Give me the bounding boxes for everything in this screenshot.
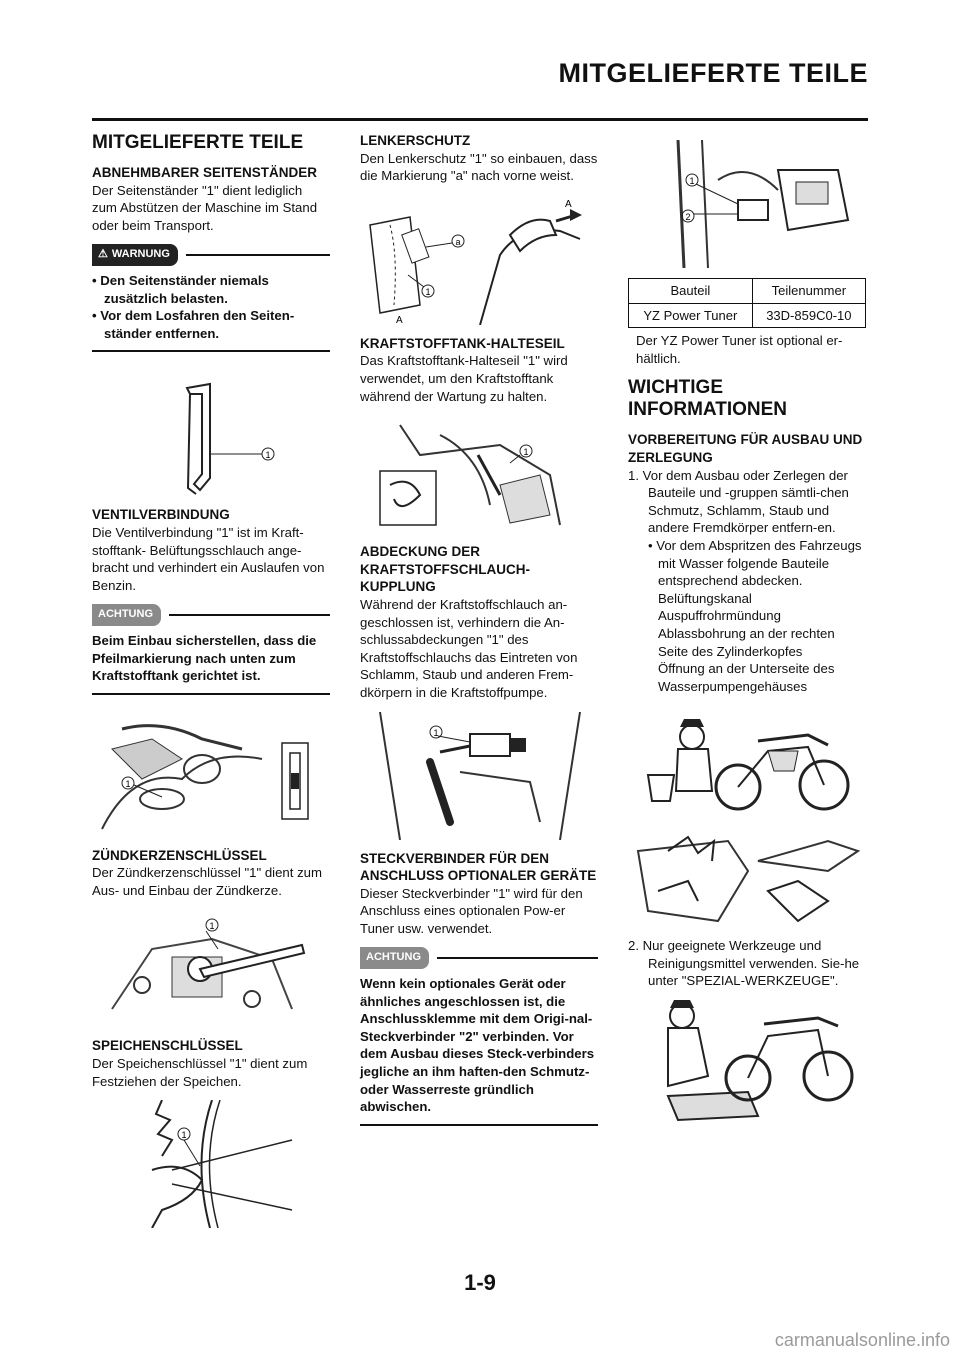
connector-heading: STECKVERBINDER FÜR DEN ANSCHLUSS OPTIONALER GERÄTE [360, 850, 597, 884]
spoke-wrench-text: Der Speichenschlüssel "1" dient zum Festziehen der Speichen. [92, 1056, 308, 1089]
badge-line [186, 254, 330, 256]
warning-item: • Den Seitenständer niemals zusätzlich belasten. [92, 272, 269, 306]
badge-line [437, 957, 598, 959]
tank-band-illustration [360, 415, 598, 533]
caution-text: Beim Einbau sicherstellen, dass die Pfeilmarkierung nach unten zum Kraftstofftank gerichtet ist. [92, 632, 317, 684]
tank-band-heading: KRAFTSTOFFTANK-HALTESEIL [360, 335, 565, 351]
header-rule [92, 118, 868, 121]
callout-1: 1 [181, 1130, 187, 1141]
cover-items [628, 590, 866, 696]
callout-1: 1 [689, 176, 695, 186]
spark-plug-wrench-illustration [92, 909, 330, 1027]
page-number: 1-9 [464, 1270, 496, 1295]
table-header: Teilenummer [752, 279, 865, 304]
hose-cover-illustration [360, 712, 598, 840]
page-header-title: MITGELIEFERTE TEILE [558, 58, 868, 88]
step-1: 1. Vor dem Ausbau oder Zerlegen der Bauteile und -gruppen sämtli-chen Schmutz, Schlamm, Staub und andere Fremdkörper entfern-en. [628, 467, 849, 536]
warning-item: • Vor dem Losfahren den Seiten-ständer entfernen. [92, 308, 295, 341]
callout-a: a [455, 236, 461, 247]
caution-text: Wenn kein optionales Gerät oder ähnliches angeschlossen ist, die Anschlussklemme mit dem Origi-nal-Steckverbinder "2" verbinden. Vor dem Ausbau dieses Steck-verbinders jegliche an ihm haften-den Schmutz- oder Wasserreste gründlich abwischen. [360, 976, 595, 1115]
covering-parts-illustration [628, 831, 866, 927]
table-cell: 33D-859C0-10 [752, 303, 865, 328]
callout-1: 1 [425, 286, 431, 297]
connector-text: Dieser Steckverbinder "1" wird für den Anschluss eines optionalen Pow-er Tuner usw. verwendet. [360, 885, 583, 936]
valve-heading: VENTILVERBINDUNG [92, 507, 230, 523]
arrow-label-A: A [396, 314, 403, 325]
spoke-wrench-illustration [92, 1100, 330, 1228]
warning-triangle-icon: ⚠ [98, 248, 108, 261]
section-title: MITGELIEFERTE TEILE [92, 132, 304, 153]
valve-text: Die Ventilverbindung "1" ist im Kraft-stofftank- Belüftungsschlauch ange-bracht und verhindert ein Auslaufen von Benzin. [92, 524, 325, 593]
badge-line [169, 614, 330, 616]
table-header: Bauteil [629, 279, 753, 304]
column-2 [360, 132, 598, 1140]
hose-cover-text: Während der Kraftstoffschlauch an-geschlossen ist, verhindern die An-schlussabdeckungen "1" des Kraftstoffschlauchs das Eintreten von Schlamm, Staub und anderen Frem-dkörpern in die Kraftstoffpumpe. [360, 596, 578, 700]
arrow-label-A: A [565, 198, 572, 210]
warning-box [92, 244, 330, 352]
side-stand-text: Der Seitenständer "1" dient lediglich zum Abstützen der Maschine im Stand oder beim Transport. [92, 182, 318, 233]
hose-cover-heading: ABDECKUNG DER KRAFTSTOFFSCHLAUCH-KUPPLUNG [360, 544, 530, 595]
tools-illustration [628, 996, 866, 1126]
handlebar-protector-heading: LENKERSCHUTZ [360, 133, 471, 148]
side-stand-illustration [92, 366, 330, 496]
spark-plug-wrench-text: Der Zündkerzenschlüssel "1" dient zum Aus- und Einbau der Zündkerze. [92, 865, 322, 898]
callout-1: 1 [433, 727, 439, 738]
caution-box-2 [360, 947, 598, 1125]
callout-1: 1 [125, 778, 131, 789]
list-item: Öffnung an der Unterseite des Wasserpumpengehäuses [658, 661, 835, 694]
parts-table [628, 278, 866, 328]
caution-box-1 [92, 604, 330, 694]
bullet-cover: • Vor dem Abspritzen des Fahrzeugs mit Wasser folgende Bauteile entsprechend abdecken. [648, 537, 862, 589]
caution-badge: ACHTUNG [92, 604, 161, 626]
column-3 [628, 132, 866, 1136]
callout-1: 1 [209, 921, 215, 932]
handlebar-protector-illustration [360, 195, 598, 325]
warning-badge: ⚠ WARNUNG [92, 244, 178, 266]
caution-badge: ACHTUNG [360, 947, 429, 969]
washing-illustration [628, 701, 866, 821]
list-item: Auspuffrohrmündung [658, 608, 781, 624]
column-1 [92, 132, 330, 1238]
table-row [629, 303, 866, 328]
callout-1: 1 [265, 450, 271, 461]
section-title-important-info: WICHTIGE INFORMATIONEN [628, 377, 788, 421]
table-cell: YZ Power Tuner [629, 303, 753, 328]
list-item: Ablassbohrung an der rechten Seite des Zylinderkopfes [658, 625, 835, 659]
tank-band-text: Das Kraftstofftank-Halteseil "1" wird verwendet, um den Kraftstofftank während der Wartung zu halten. [360, 353, 568, 404]
step-2: 2. Nur geeignete Werkzeuge und Reinigungsmittel verwenden. Sie-he unter "SPEZIAL-WERKZEUGE". [628, 938, 860, 989]
callout-1: 1 [523, 447, 529, 458]
prep-heading: VORBEREITUNG FÜR AUSBAU UND ZERLEGUNG [628, 432, 863, 465]
table-note: Der YZ Power Tuner ist optional er-hältlich. [636, 333, 843, 366]
power-tuner-connector-illustration [628, 140, 866, 268]
spoke-wrench-heading: SPEICHENSCHLÜSSEL [92, 1038, 243, 1054]
handlebar-protector-text: Den Lenkerschutz "1" so einbauen, dass die Markierung "a" nach vorne weist. [360, 150, 598, 184]
spark-plug-wrench-heading: ZÜNDKERZENSCHLÜSSEL [92, 847, 267, 863]
callout-2: 2 [685, 212, 691, 222]
watermark: carmanualsonline.info [774, 1330, 950, 1350]
list-item: Belüftungskanal [658, 590, 752, 606]
valve-illustration [92, 709, 330, 837]
side-stand-heading: ABNEHMBARER SEITENSTÄNDER [92, 165, 318, 180]
